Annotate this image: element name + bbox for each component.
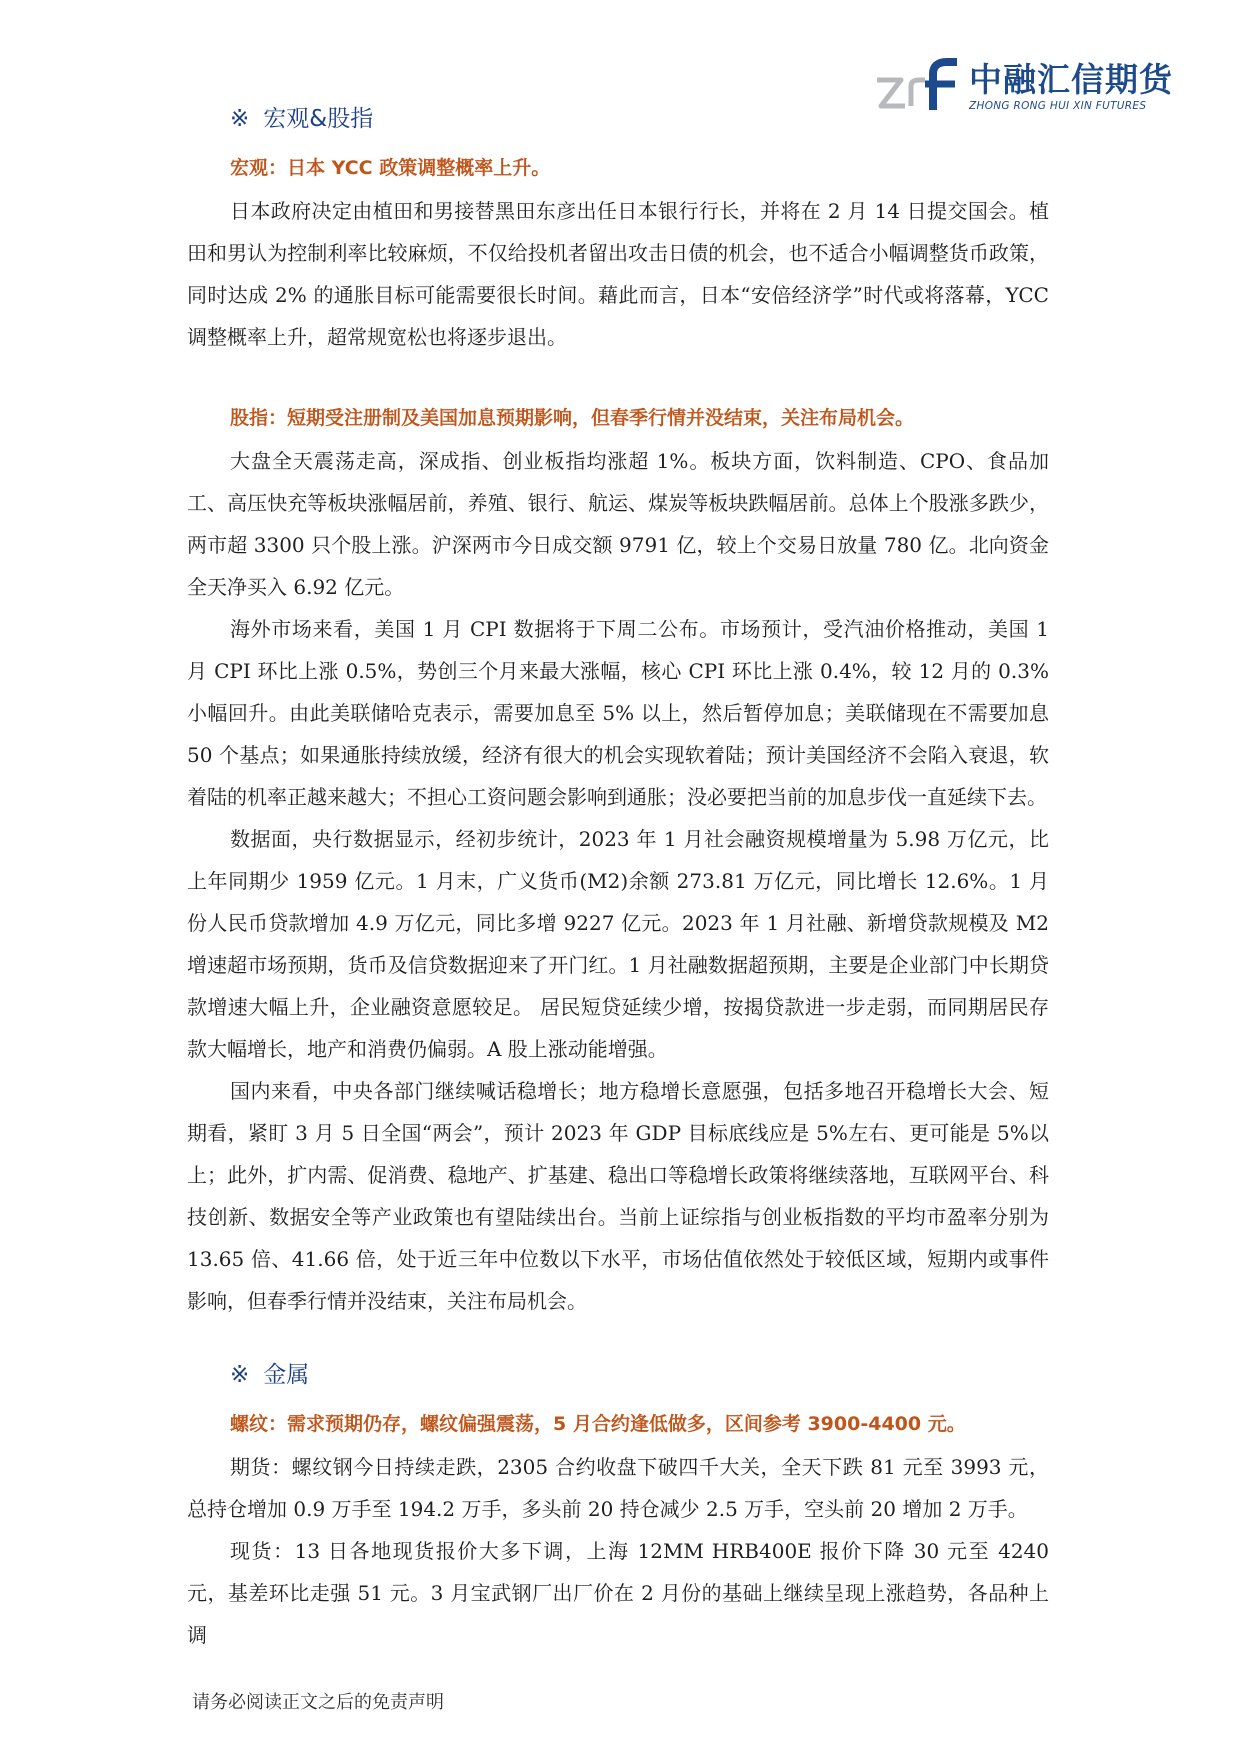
stock-index-paragraph: 数据面，央行数据显示，经初步统计，2023 年 1 月社会融资规模增量为 5.98 万亿元，比上年同期少 1959 亿元。1 月末，广义货币(M2)余额 273.81 万亿元，同比增长 12.6%。1 月份人民币贷款增加 4.9 万亿元，同比多增 9227 亿元。2023 年 1 月社融、新增贷款规模及 M2 增速超市场预期，货币及信贷数据迎来了开门红。1 月社融数据超预期，主要是企业部门中长期贷款增速大幅上升，企业融资意愿较足。 居民短贷延续少增，按揭贷款进一步走弱，而同期居民存款大幅增长，地产和消费仍偏弱。A 股上涨动能增强。 [187, 827, 1049, 1061]
section-title-text: 宏观&股指 [263, 106, 374, 132]
logo-english-name: ZHONG RONG HUI XIN FUTURES [969, 100, 1147, 112]
disclaimer-footer: 请务必阅读正文之后的免责声明 [192, 1692, 444, 1713]
logo-chinese-name: 中融汇信期货 [969, 60, 1173, 99]
section-title-metals [230, 1354, 1049, 1396]
rebar-paragraph: 现货：13 日各地现货报价大多下调，上海 12MM HRB400E 报价下降 30 元至 4240 元，基差环比走强 51 元。3 月宝武钢厂出厂价在 2 月份的基础上继续呈现上涨趋势，各品种上调 [187, 1539, 1049, 1647]
stock-index-paragraph: 大盘全天震荡走高，深成指、创业板指均涨超 1%。板块方面，饮料制造、CPO、食品加工、高压快充等板块涨幅居前，养殖、银行、航运、煤炭等板块跌幅居前。总体上个股涨多跌少，两市超 3300 只个股上涨。沪深两市今日成交额 9791 亿，较上个交易日放量 780 亿。北向资金全天净买入 6.92 亿元。 [187, 449, 1049, 599]
stock-index-headline: 股指：短期受注册制及美国加息预期影响，但春季行情并没结束，关注布局机会。 [230, 407, 915, 429]
reference-mark-icon: ※ [230, 1362, 250, 1388]
report-body [187, 98, 1049, 1656]
section-title-text: 金属 [263, 1362, 310, 1388]
macro-paragraph: 日本政府决定由植田和男接替黑田东彦出任日本银行行长，并将在 2 月 14 日提交国会。植田和男认为控制利率比较麻烦，不仅给投机者留出攻击日债的机会，也不适合小幅调整货币政策，同时达成 2% 的通胀目标可能需要很长时间。藉此而言，日本“安倍经济学”时代或将落幕，YCC 调整概率上升，超常规宽松也将逐步退出。 [187, 199, 1049, 349]
rebar-headline: 螺纹：需求预期仍存，螺纹偏强震荡，5 月合约逢低做多，区间参考 3900-4400 元。 [230, 1413, 966, 1435]
stock-index-paragraph: 海外市场来看，美国 1 月 CPI 数据将于下周二公布。市场预计，受汽油价格推动，美国 1 月 CPI 环比上涨 0.5%，势创三个月来最大涨幅，核心 CPI 环比上涨 0.4%，较 12 月的 0.3% 小幅回升。由此美联储哈克表示，需要加息至 5% 以上，然后暂停加息；美联储现在不需要加息 50 个基点；如果通胀持续放缓，经济有很大的机会实现软着陆；预计美国经济不会陷入衰退，软着陆的机率正越来越大；不担心工资问题会影响到通胀；没必要把当前的加息步伐一直延续下去。 [187, 617, 1049, 809]
section-title-macro [230, 98, 1049, 140]
macro-headline: 宏观：日本 YCC 政策调整概率上升。 [230, 157, 551, 179]
rebar-paragraph: 期货：螺纹钢今日持续走跌，2305 合约收盘下破四千大关，全天下跌 81 元至 3993 元，总持仓增加 0.9 万手至 194.2 万手，多头前 20 持仓减少 2.5 万手，空头前 20 增加 2 万手。 [187, 1455, 1049, 1521]
reference-mark-icon: ※ [230, 106, 250, 132]
stock-index-paragraph: 国内来看，中央各部门继续喊话稳增长；地方稳增长意愿强，包括多地召开稳增长大会、短期看，紧盯 3 月 5 日全国“两会”，预计 2023 年 GDP 目标底线应是 5%左右、更可能是 5%以上；此外，扩内需、促消费、稳地产、扩基建、稳出口等稳增长政策将继续落地，互联网平台、科技创新、数据安全等产业政策也有望陆续出台。当前上证综指与创业板指数的平均市盈率分别为 13.65 倍、41.66 倍，处于近三年中位数以下水平，市场估值依然处于较低区域，短期内或事件影响，但春季行情并没结束，关注布局机会。 [187, 1079, 1049, 1313]
